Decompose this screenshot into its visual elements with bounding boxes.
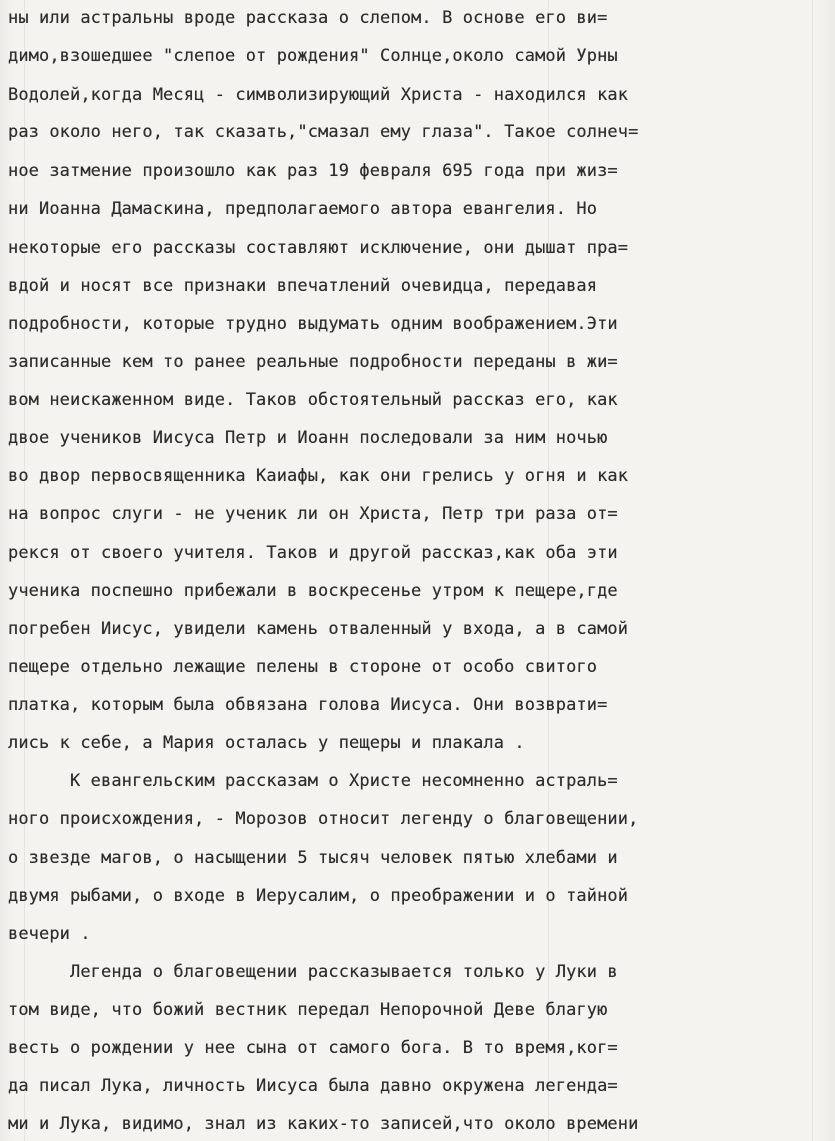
text-line: вдой и носят все признаки впечатлений очевидца, передавая [8, 276, 598, 296]
text-line: некоторые его рассказы составляют исключение, они дышат пра= [8, 238, 629, 258]
scan-streak [812, 0, 813, 1141]
text-line: вечери . [8, 924, 91, 944]
text-line: том виде, что божий вестник передал Непорочной Деве благую [8, 1000, 608, 1020]
text-line: ны или астральны вроде рассказа о слепом. В основе его ви= [8, 8, 608, 28]
text-line: подробности, которые трудно выдумать одним воображением.Эти [8, 314, 618, 334]
text-line: во двор первосвященника Каиафы, как они грелись у огня и как [8, 466, 629, 486]
text-line: весть о рождении у нее сына от самого бога. В то время,ког= [8, 1038, 618, 1058]
text-line: погребен Иисус, увидели камень отваленный у входа, а в самой [8, 619, 629, 639]
text-line: ученика поспешно прибежали в воскресенье утром к пещере,где [8, 581, 618, 601]
text-line: Легенда о благовещении рассказывается только у Луки в [8, 962, 618, 982]
text-line: двумя рыбами, о входе в Иерусалим, о преображении и о тайной [8, 886, 629, 906]
text-line: да писал Лука, личность Иисуса была давно окружена легенда= [8, 1076, 618, 1096]
text-line: ни Иоанна Дамаскина, предполагаемого автора евангелия. Но [8, 199, 598, 219]
text-line: К евангельским рассказам о Христе несомненно астраль= [8, 771, 618, 791]
text-line: пещере отдельно лежащие пелены в стороне от особо свитого [8, 657, 598, 677]
text-line: димо,взошедшее "слепое от рождения" Солнце,около самой Урны [8, 46, 618, 66]
text-line: вом неискаженном виде. Таков обстоятельный рассказ его, как [8, 390, 618, 410]
text-line: ного происхождения, - Морозов относит легенду о благовещении, [8, 809, 639, 829]
text-line: о звезде магов, о насыщении 5 тысяч человек пятью хлебами и [8, 848, 618, 868]
text-line: лись к себе, а Мария осталась у пещеры и плакала . [8, 733, 525, 753]
text-line: платка, которым была обвязана голова Иисуса. Они возврати= [8, 695, 608, 715]
text-line: Водолей,когда Месяц - символизирующий Христа - находился как [8, 85, 629, 105]
text-line: двое учеников Иисуса Петр и Иоанн последовали за ним ночью [8, 428, 608, 448]
text-line: ное затмение произошло как раз 19 февраля 695 года при жиз= [8, 161, 618, 181]
text-line: раз около него, так сказать,"смазал ему глаза". Такое солнеч= [8, 122, 639, 142]
text-line: рекся от своего учителя. Таков и другой рассказ,как оба эти [8, 543, 618, 563]
text-line: на вопрос слуги - не ученик ли он Христа, Петр три раза от= [8, 504, 618, 524]
text-line: ми и Лука, видимо, знал из каких-то записей,что около времени [8, 1114, 639, 1134]
text-line: записанные кем то ранее реальные подробности переданы в жи= [8, 352, 618, 372]
